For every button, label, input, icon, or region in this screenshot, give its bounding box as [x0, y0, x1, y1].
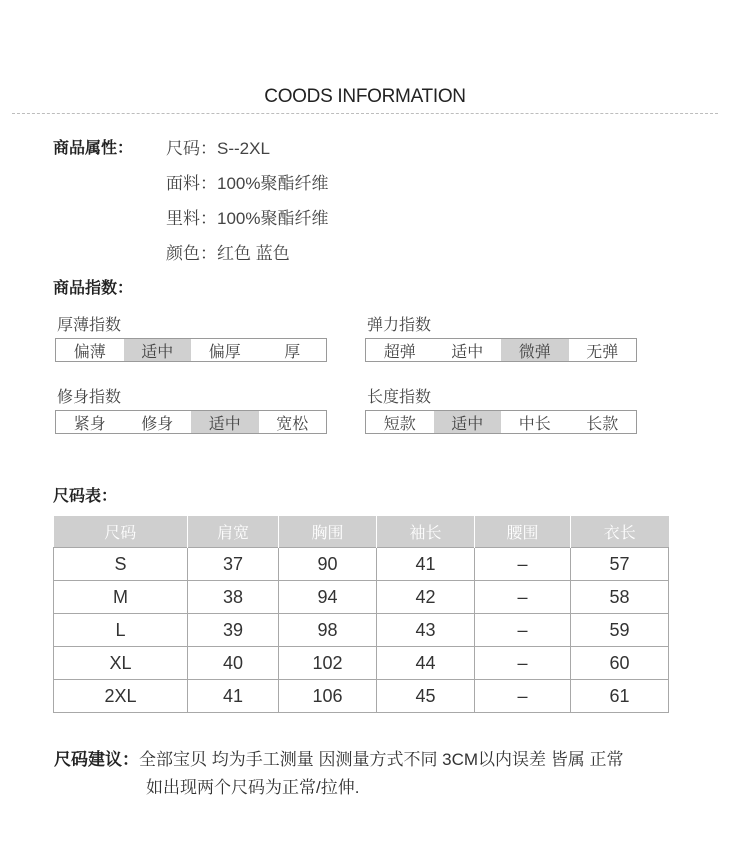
table-row [54, 680, 669, 713]
size-table-header-row [54, 516, 669, 548]
indices-label: 商品指数： [53, 280, 134, 297]
elasticity-option-selected: 微弹 [501, 339, 569, 361]
table-cell: 60 [571, 647, 669, 680]
elasticity-index-bar [365, 338, 637, 362]
thickness-option: 偏薄 [73, 343, 106, 361]
page-title: COODS INFORMATION [264, 86, 466, 107]
thickness-index-label: 厚薄指数 [57, 317, 122, 334]
table-cell: 41 [188, 680, 279, 713]
table-cell: 61 [571, 680, 669, 713]
header-sleeve: 袖长 [377, 516, 475, 548]
table-cell: 57 [571, 548, 669, 581]
attr-lining [166, 204, 328, 229]
table-cell: – [475, 680, 571, 713]
length-option-selected: 适中 [434, 411, 502, 433]
table-cell: M [54, 581, 188, 614]
table-row [54, 614, 669, 647]
attr-lining-value: 100%聚酯纤维 [217, 209, 329, 228]
size-table [53, 516, 669, 713]
length-index-bar [365, 410, 637, 434]
size-advice-text-2: 如出现两个尺码为正常/拉伸. [146, 778, 360, 797]
table-cell: 98 [279, 614, 377, 647]
size-advice-line-1 [54, 746, 624, 774]
size-advice-label: 尺码建议： [54, 750, 139, 769]
header-shoulder: 肩宽 [188, 516, 279, 548]
header-size: 尺码 [54, 516, 188, 548]
elasticity-option: 超弹 [383, 343, 416, 361]
table-cell: 40 [188, 647, 279, 680]
table-cell: 94 [279, 581, 377, 614]
length-index-label: 长度指数 [367, 389, 432, 406]
attr-size-value: S--2XL [217, 139, 270, 158]
fit-option-selected: 适中 [191, 411, 259, 433]
thickness-option-selected: 适中 [124, 339, 192, 361]
table-cell: 2XL [54, 680, 188, 713]
elasticity-option: 无弹 [586, 343, 619, 361]
table-cell: – [475, 581, 571, 614]
table-cell: XL [54, 647, 188, 680]
attr-lining-key: 里料： [166, 209, 217, 228]
table-cell: 43 [377, 614, 475, 647]
size-table-label: 尺码表： [53, 488, 118, 505]
length-option: 短款 [383, 415, 416, 433]
size-advice-text-1: 全部宝贝 均为手工测量 因测量方式不同 3CM以内误差 皆属 正常 [139, 750, 624, 769]
table-cell: 90 [279, 548, 377, 581]
attr-fabric-key: 面料： [166, 174, 217, 193]
elasticity-option: 适中 [451, 343, 484, 361]
attr-size-key: 尺码： [166, 139, 217, 158]
attributes-label: 商品属性： [53, 140, 134, 157]
table-row [54, 647, 669, 680]
table-cell: – [475, 548, 571, 581]
table-cell: – [475, 647, 571, 680]
table-cell: 59 [571, 614, 669, 647]
table-cell: 38 [188, 581, 279, 614]
header-chest: 胸围 [279, 516, 377, 548]
attr-color [166, 239, 290, 264]
attr-color-key: 颜色： [166, 244, 217, 263]
thickness-option: 厚 [284, 343, 301, 361]
table-cell: L [54, 614, 188, 647]
thickness-index-bar [55, 338, 327, 362]
length-option: 中长 [518, 415, 551, 433]
title-divider [12, 113, 718, 114]
attr-size [166, 134, 270, 159]
table-cell: 102 [279, 647, 377, 680]
attr-fabric-value: 100%聚酯纤维 [217, 174, 329, 193]
table-cell: 45 [377, 680, 475, 713]
header-length: 衣长 [571, 516, 669, 548]
table-cell: S [54, 548, 188, 581]
table-row [54, 548, 669, 581]
table-cell: 44 [377, 647, 475, 680]
table-cell: 106 [279, 680, 377, 713]
thickness-option: 偏厚 [208, 343, 241, 361]
table-cell: – [475, 614, 571, 647]
table-row [54, 581, 669, 614]
fit-option: 修身 [141, 415, 174, 433]
fit-index-bar [55, 410, 327, 434]
size-advice [54, 746, 624, 802]
length-option: 长款 [586, 415, 619, 433]
fit-option: 紧身 [73, 415, 106, 433]
attr-fabric [166, 169, 328, 194]
elasticity-index-label: 弹力指数 [367, 317, 432, 334]
header-waist: 腰围 [475, 516, 571, 548]
table-cell: 37 [188, 548, 279, 581]
table-cell: 42 [377, 581, 475, 614]
table-cell: 41 [377, 548, 475, 581]
table-cell: 39 [188, 614, 279, 647]
table-cell: 58 [571, 581, 669, 614]
fit-option: 宽松 [276, 415, 309, 433]
attr-color-value: 红色 蓝色 [217, 244, 290, 263]
fit-index-label: 修身指数 [57, 389, 122, 406]
